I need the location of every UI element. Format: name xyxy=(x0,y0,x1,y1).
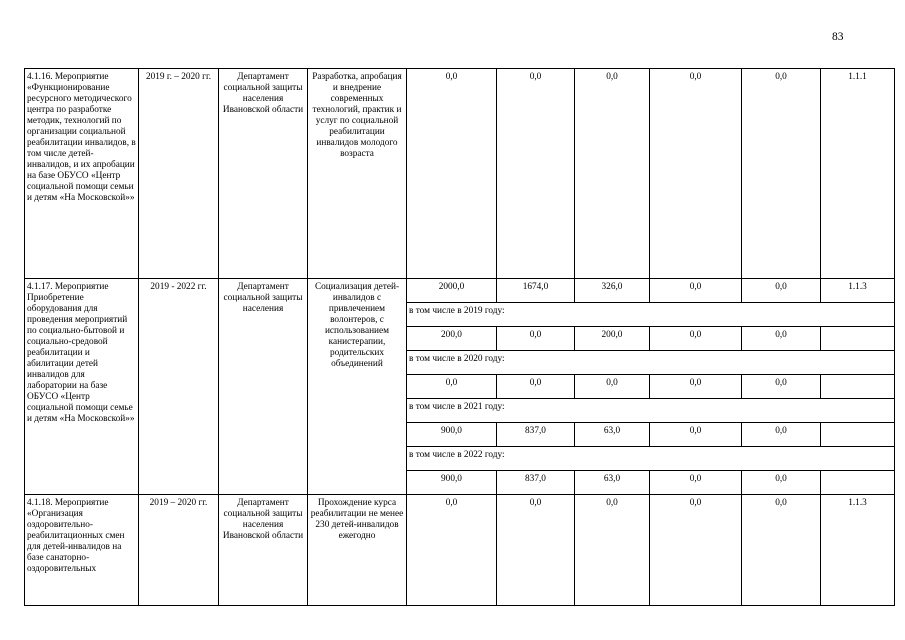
funding-total: 2000,0 xyxy=(407,279,497,303)
activity-term: 2019 - 2022 гг. xyxy=(139,279,219,495)
year-subheader-2022: в том числе в 2022 году: xyxy=(407,447,895,471)
funding-col-5: 0,0 xyxy=(742,279,821,303)
funding-total: 0,0 xyxy=(407,495,497,606)
funding-col-2: 837,0 xyxy=(497,423,575,447)
activity-term: 2019 г. – 2020 гг. xyxy=(139,69,219,279)
funding-col-4: 0,0 xyxy=(650,69,742,279)
empty-cell xyxy=(821,423,895,447)
funding-total: 900,0 xyxy=(407,471,497,495)
table-row-4-1-16 xyxy=(25,69,895,279)
indicator-code: 1.1.1 xyxy=(821,69,895,279)
empty-cell xyxy=(821,327,895,351)
funding-col-5: 0,0 xyxy=(742,69,821,279)
funding-col-4: 0,0 xyxy=(650,375,742,399)
funding-col-3: 200,0 xyxy=(575,327,650,351)
funding-total: 0,0 xyxy=(407,375,497,399)
funding-col-5: 0,0 xyxy=(742,495,821,606)
funding-col-2: 0,0 xyxy=(497,327,575,351)
indicator-code: 1.1.3 xyxy=(821,279,895,303)
table-row-4-1-17 xyxy=(25,279,895,303)
activity-executor: Департамент социальной защиты населения xyxy=(219,279,308,495)
funding-total: 900,0 xyxy=(407,423,497,447)
funding-col-2: 0,0 xyxy=(497,69,575,279)
year-subheader-2020: в том числе в 2020 году: xyxy=(407,351,895,375)
activity-name: 4.1.18. Мероприятие «Организация оздоровительно-реабилитационных смен для детей-инвалидов на базе санаторно-оздоровительных xyxy=(25,495,139,606)
page-number: 83 xyxy=(832,31,844,43)
program-activities-table xyxy=(24,68,895,606)
table-row-4-1-18 xyxy=(25,495,895,606)
activity-result: Прохождение курса реабилитации не менее 230 детей-инвалидов ежегодно xyxy=(308,495,407,606)
funding-col-5: 0,0 xyxy=(742,375,821,399)
funding-col-4: 0,0 xyxy=(650,327,742,351)
funding-col-2: 0,0 xyxy=(497,375,575,399)
indicator-code: 1.1.3 xyxy=(821,495,895,606)
funding-col-4: 0,0 xyxy=(650,279,742,303)
activity-result: Социализация детей-инвалидов с привлечением волонтеров, с использованием канистерапии, родительских объединений xyxy=(308,279,407,495)
funding-col-3: 63,0 xyxy=(575,471,650,495)
empty-cell xyxy=(821,375,895,399)
funding-col-3: 326,0 xyxy=(575,279,650,303)
activity-result: Разработка, апробация и внедрение современных технологий, практик и услуг по социальной реабилитации инвалидов молодого возраста xyxy=(308,69,407,279)
funding-col-2: 837,0 xyxy=(497,471,575,495)
funding-col-5: 0,0 xyxy=(742,327,821,351)
funding-col-3: 0,0 xyxy=(575,375,650,399)
activity-name: 4.1.16. Мероприятие «Функционирование ресурсного методического центра по разработке методик, технологий по организации социальной реабилитации инвалидов, в том числе детей-инвалидов, и их апробации на базе ОБУСО «Центр социальной помощи семьи и детям «На Московской»» xyxy=(25,69,139,279)
funding-col-3: 63,0 xyxy=(575,423,650,447)
year-subheader-2021: в том числе в 2021 году: xyxy=(407,399,895,423)
funding-col-3: 0,0 xyxy=(575,69,650,279)
funding-col-4: 0,0 xyxy=(650,495,742,606)
funding-col-2: 0,0 xyxy=(497,495,575,606)
funding-col-5: 0,0 xyxy=(742,423,821,447)
activity-executor: Департамент социальной защиты населения Ивановской области xyxy=(219,69,308,279)
activity-term: 2019 – 2020 гг. xyxy=(139,495,219,606)
empty-cell xyxy=(821,471,895,495)
funding-col-5: 0,0 xyxy=(742,471,821,495)
funding-col-2: 1674,0 xyxy=(497,279,575,303)
funding-col-4: 0,0 xyxy=(650,423,742,447)
funding-total: 0,0 xyxy=(407,69,497,279)
activity-name: 4.1.17. Мероприятие Приобретение оборудования для проведения мероприятий по социально-бытовой и социально-средовой реабилитации и абилитации детей инвалидов для лаборатории на базе ОБУСО «Центр социальной помощи семье и детям «На Московской»» xyxy=(25,279,139,495)
year-subheader-2019: в том числе в 2019 году: xyxy=(407,303,895,327)
funding-col-4: 0,0 xyxy=(650,471,742,495)
funding-col-3: 0,0 xyxy=(575,495,650,606)
funding-total: 200,0 xyxy=(407,327,497,351)
activity-executor: Департамент социальной защиты населения Ивановской области xyxy=(219,495,308,606)
